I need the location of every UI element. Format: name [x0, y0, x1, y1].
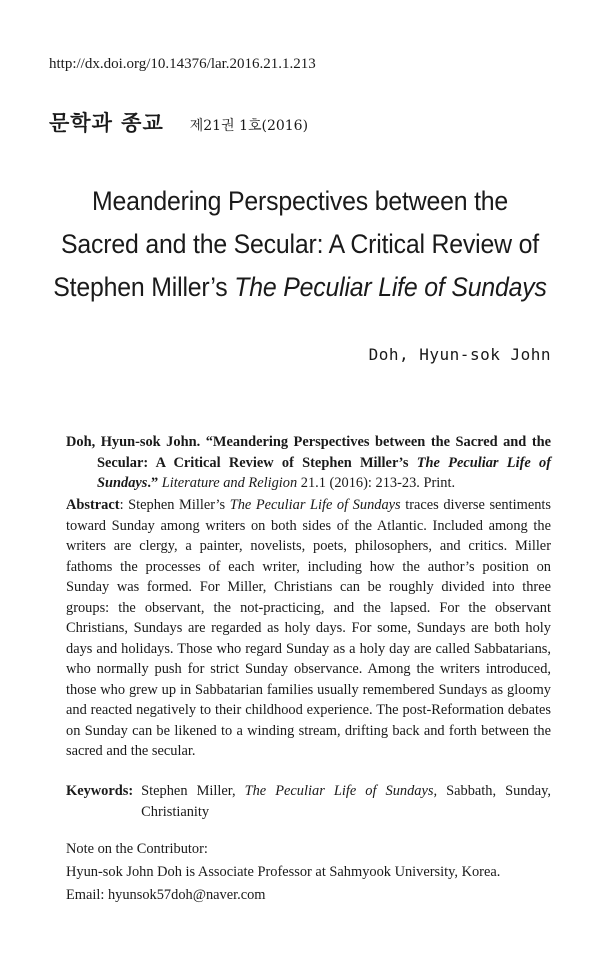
journal-name: 문학과 종교 — [49, 111, 164, 135]
abstract-label: Abstract — [66, 497, 120, 513]
keywords-label: Keywords — [66, 783, 129, 799]
keyword-rest: Sabbath, Sunday, Christianity — [141, 783, 551, 820]
abstract — [66, 495, 551, 762]
abstract-text-start: : Stephen Miller’s — [119, 497, 230, 513]
keywords-colon: : — [128, 783, 134, 799]
keyword-2: The Peculiar Life of Sundays, — [244, 783, 438, 799]
keyword-1: Stephen Miller, — [141, 783, 245, 799]
title-line-1: Meandering Perspectives between the — [91, 186, 509, 216]
citation-title-end: .” — [147, 475, 159, 491]
paper-author: Doh, Hyun-sok John — [368, 345, 551, 364]
journal-volume: 제21권 1호(2016) — [189, 118, 309, 134]
contributor-note — [66, 838, 500, 907]
note-email[interactable]: Email: hyunsok57doh@naver.com — [66, 887, 266, 903]
citation-journal: Literature and Religion — [161, 475, 298, 491]
citation-author: Doh, Hyun-sok John. — [66, 434, 201, 450]
citation-title-start: “Meandering Perspectives between the Sacred and the Secular: A Critical Review of Stephen Miller’s — [97, 434, 551, 471]
abstract-book: The Peculiar Life of Sundays — [229, 497, 401, 513]
title-line-3 — [52, 266, 549, 309]
citation — [66, 432, 551, 494]
title-line-2: Sacred and the Secular: A Critical Review of — [61, 229, 539, 259]
abstract-text-rest: traces diverse sentiments toward Sunday among writers on both sides of the Atlantic. Included among the writers are clergy, a painter, novelists, poets, philosophers, and critics. Miller fathoms the processes of each writer, including how the author’s position on Sunday was formed. For Miller, Christians can be roughly divided into three groups: the observant, the not-practicing, and the lapsed. For the observant Christians, Sundays are regarded as holy days. For some, Sundays are both holy days and holidays. Those who regard Sunday as a holy day are called Sabbatarians, who normally push for strict Sunday observance. Among the writers introduced, those who grew up in Sabbatarian families usually remembered Sundays as gloomy and reacted negatively to their childhood experience. The post-Reformation debates on Sunday can be likened to a winding stream, drifting back and forth between the sacred and the secular. — [66, 497, 551, 759]
note-heading: Note on the Contributor: — [66, 841, 208, 857]
citation-details: 21.1 (2016): 213-23. Print. — [297, 475, 456, 491]
citation-title-italic: The Peculiar Life of Sundays — [97, 454, 551, 491]
paper-title — [52, 180, 549, 309]
keywords-list — [141, 781, 551, 822]
note-affiliation: Hyun-sok John Doh is Associate Professor at Sahmyook University, Korea. — [66, 864, 501, 880]
keywords — [66, 781, 551, 822]
doi-link[interactable]: http://dx.doi.org/10.14376/lar.2016.21.1.213 — [49, 56, 316, 72]
title-line-3-plain: Stephen Miller’s — [53, 272, 235, 302]
journal-header — [49, 107, 308, 137]
title-book-name: The Peculiar Life of Sundays — [234, 272, 547, 302]
keywords-label-wrap — [66, 781, 133, 822]
